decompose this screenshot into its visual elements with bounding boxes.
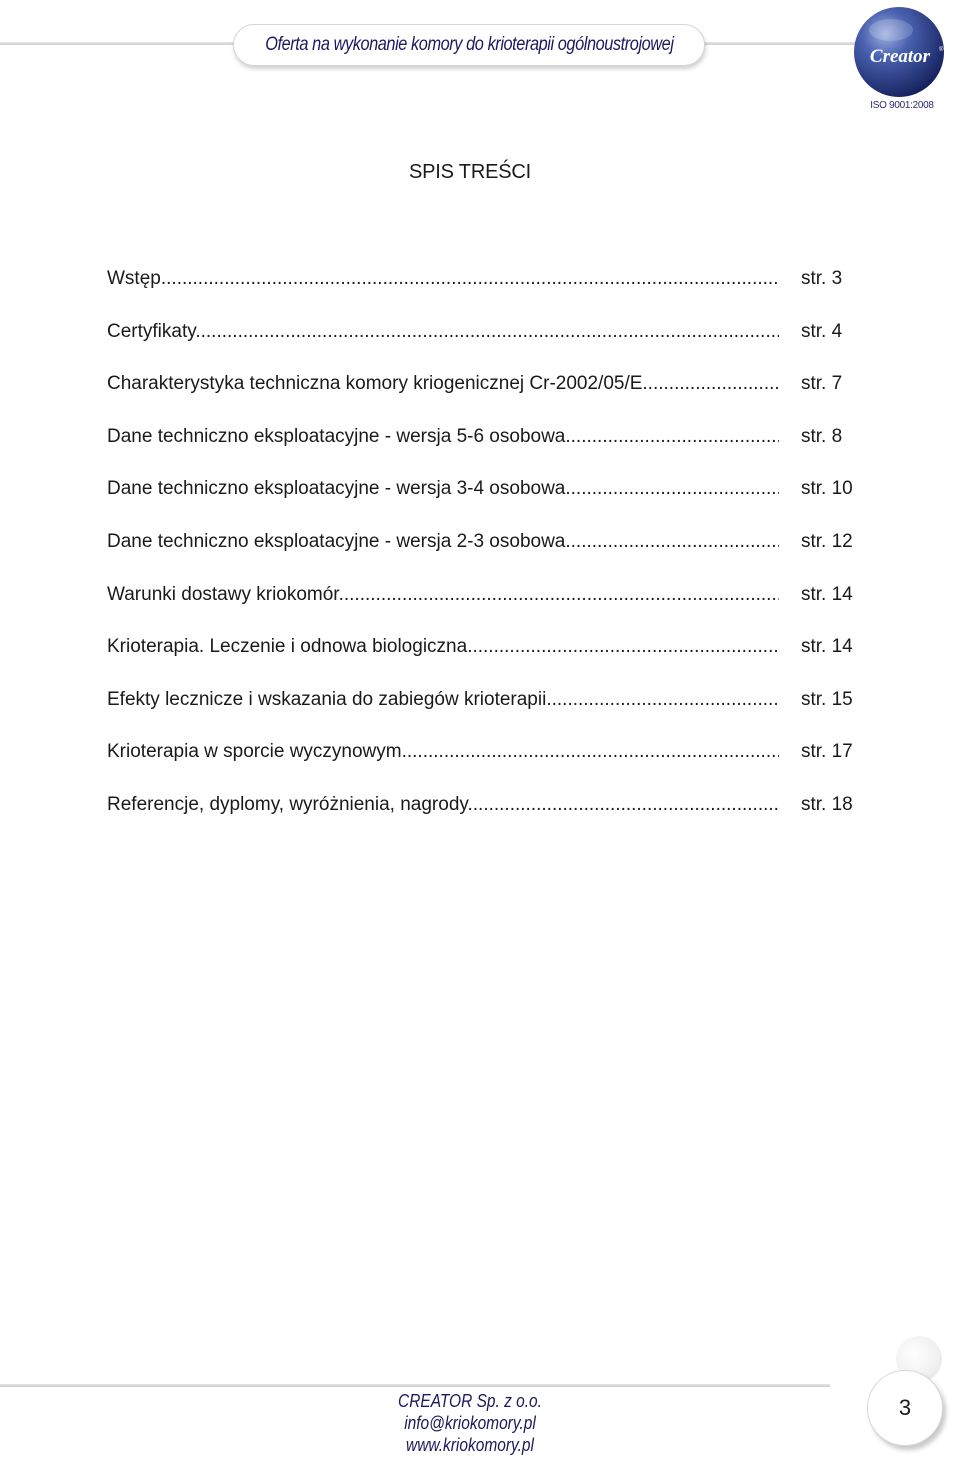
toc-item [107,424,867,477]
toc-item [107,582,867,635]
toc-item [107,687,867,740]
toc-item-label: Dane techniczno eksploatacyjne - wersja 2-3 osobowa ..... [107,529,779,555]
document-title: Oferta na wykonanie komory do krioterapii ogólnoustrojowej [264,34,674,55]
toc-item-page: str. 10 [801,478,853,500]
toc-item-label: Warunki dostawy kriokomór ..... [107,582,779,608]
toc-item-page: str. 14 [801,636,853,658]
logo-wordmark: Creator [869,46,931,67]
footer-rule [0,1384,830,1387]
toc-item [107,476,867,529]
footer-website: www.kriokomory.pl [406,1435,534,1455]
toc-item-page: str. 15 [801,688,853,710]
toc-item-page: str. 17 [801,741,853,763]
footer-company: CREATOR Sp. z o.o. [398,1391,542,1411]
toc-item-page: str. 14 [801,583,853,605]
toc-item-page: str. 7 [801,373,843,395]
page-number-badge [867,1370,943,1446]
toc-item-page: str. 4 [801,320,843,342]
toc-item-page: str. 12 [801,530,853,552]
toc-item-label: Dane techniczno eksploatacyjne - wersja 3-4 osobowa ..... [107,476,779,502]
toc-item-page: str. 3 [801,268,843,289]
toc-item [107,371,867,424]
table-of-contents [107,266,867,845]
toc-item [107,266,867,319]
iso-certification: ISO 9001:2008 [870,100,934,111]
footer-email: info@kriokomory.pl [404,1413,536,1433]
toc-item-label: Charakterystyka techniczna komory kriogenicznej Cr-2002/05/E ..... [107,371,779,397]
toc-item [107,529,867,582]
toc-item [107,739,867,792]
page-number: 3 [898,1395,912,1420]
toc-item [107,634,867,687]
svg-text:®: ® [939,47,944,53]
toc-item-label: Krioterapia. Leczenie i odnowa biologiczna ..... [107,634,779,660]
toc-item-page: str. 8 [801,425,843,447]
creator-logo-icon [851,4,947,100]
toc-item [107,792,867,845]
toc-item-label: Wstęp ..... [107,266,779,292]
toc-item-label: Krioterapia w sporcie wyczynowym ..... [107,739,779,765]
header-banner [233,24,705,66]
toc-item-label: Certyfikaty ..... [107,319,779,345]
toc-item-page: str. 18 [801,793,853,815]
toc-item-label: Dane techniczno eksploatacyjne - wersja 5-6 osobowa ..... [107,424,779,450]
toc-heading: SPIS TREŚCI [409,161,531,183]
footer-contact [330,1390,610,1456]
toc-item [107,319,867,372]
toc-item-label: Efekty lecznicze i wskazania do zabiegów krioterapii ..... [107,687,779,713]
toc-item-label: Referencje, dyplomy, wyróżnienia, nagrody ..... [107,792,779,818]
